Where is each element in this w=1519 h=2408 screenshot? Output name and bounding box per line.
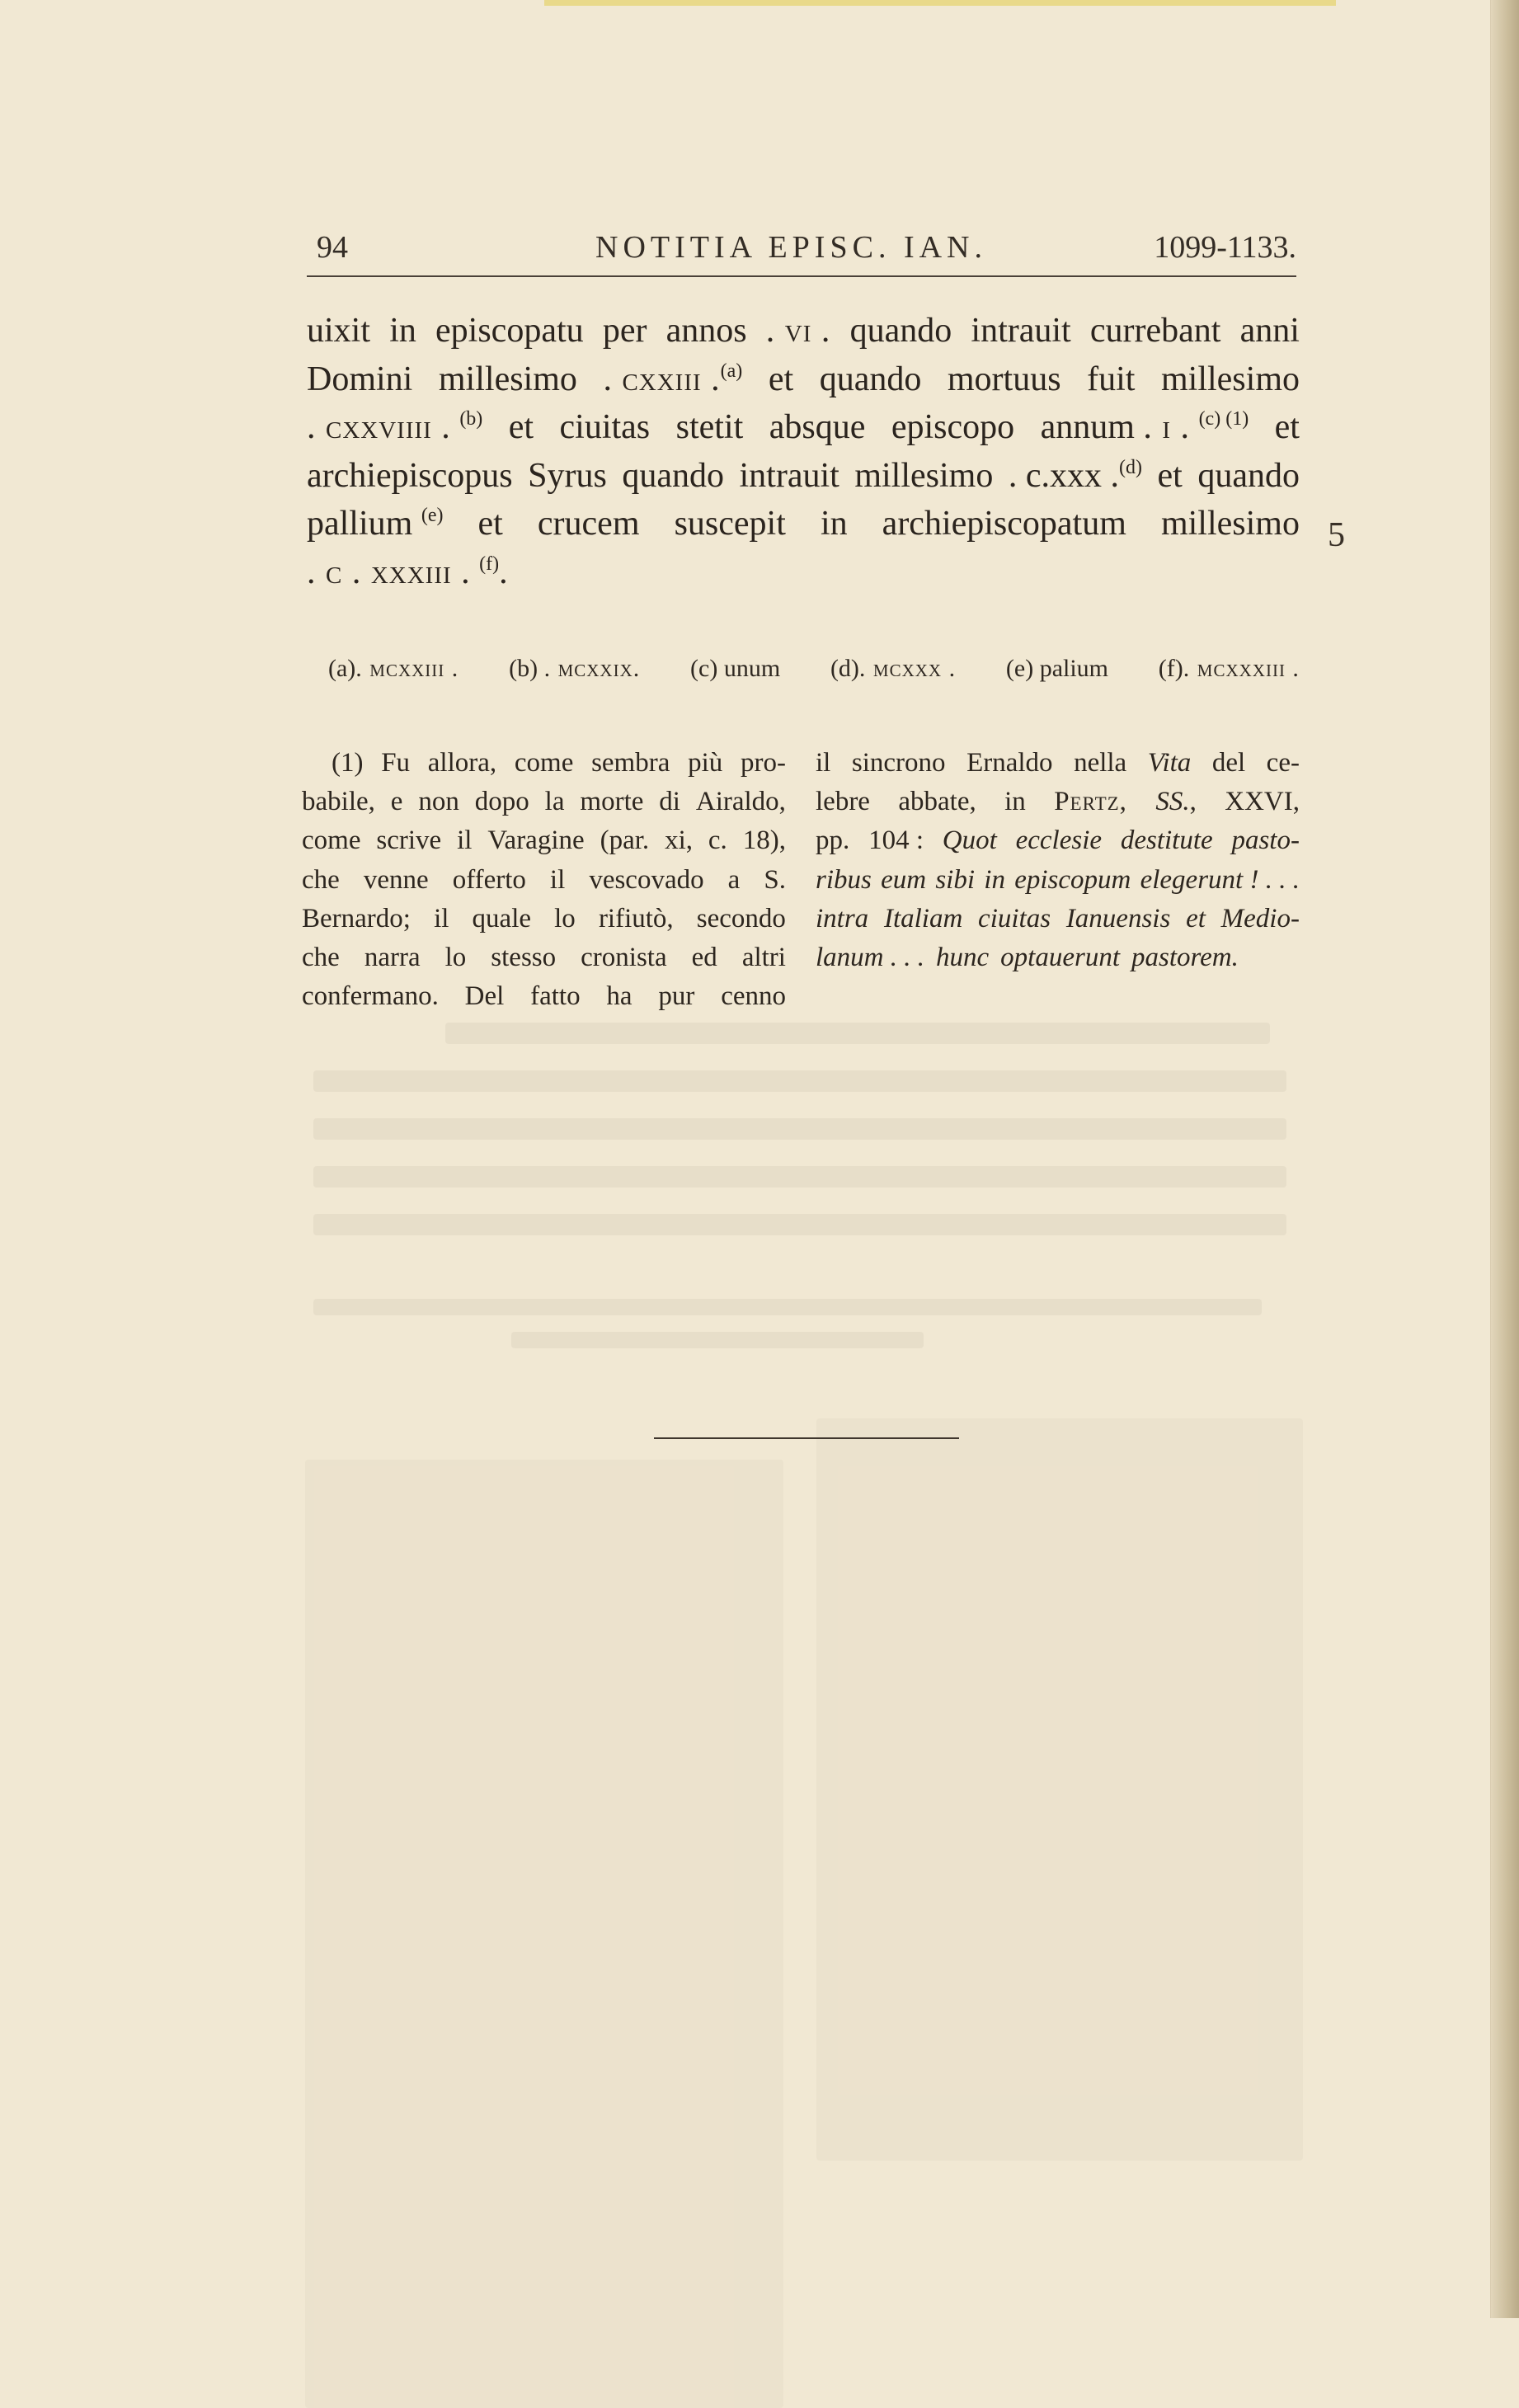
- variant-d: [830, 655, 956, 683]
- note-word: ,: [1189, 787, 1197, 817]
- note-word: in: [1004, 787, 1026, 817]
- page-top-strip: [544, 0, 1336, 6]
- running-title: NOTITIA EPISC. IAN.: [595, 230, 987, 265]
- note-word: destitute: [1120, 825, 1213, 856]
- text-word: . cxxiii .: [603, 360, 721, 398]
- text-word: crucem: [537, 505, 640, 543]
- note-word: venne: [363, 864, 429, 895]
- note-word: lo: [444, 942, 467, 972]
- note-word: Ernaldo: [966, 748, 1053, 778]
- running-head: [307, 224, 1296, 274]
- note-word: rifiutò,: [598, 903, 674, 934]
- note-word: xi,: [665, 825, 693, 856]
- note-word: ciuitas: [978, 903, 1051, 934]
- note-word: Airaldo,: [695, 787, 786, 817]
- text-word: . c.xxx .: [1008, 456, 1119, 495]
- text-word: millesimo: [1160, 505, 1300, 543]
- text-word: annos: [665, 312, 747, 350]
- note-word: in: [984, 864, 1005, 895]
- note-word: narra: [364, 942, 421, 972]
- note-word: Ianuensis: [1065, 903, 1171, 934]
- note-word: pur: [658, 981, 695, 1012]
- note-word: SS.: [1155, 787, 1190, 817]
- note-word: a: [727, 864, 741, 895]
- note-word: cronista: [581, 942, 667, 972]
- note-line: [302, 744, 786, 783]
- note-word: episcopum: [1014, 864, 1131, 895]
- note-word: (par.: [600, 825, 650, 856]
- note-word: optauerunt: [1000, 942, 1120, 972]
- running-date-range: 1099-1133.: [1154, 230, 1296, 265]
- text-word: absque: [769, 408, 866, 447]
- note-word: più: [688, 748, 723, 778]
- text-word: episcopo: [891, 408, 1015, 447]
- note-word: Del: [464, 981, 505, 1012]
- note-line: [816, 900, 1300, 938]
- note-word: come: [302, 825, 361, 856]
- note-word: lo: [554, 903, 576, 934]
- text-word: . c . xxxiii .: [307, 553, 471, 591]
- note-word: quale: [472, 903, 532, 934]
- variant-text: palium: [1039, 655, 1109, 682]
- variant-text: . mcxxiii .: [355, 655, 459, 682]
- text-word: episcopatu: [435, 312, 584, 350]
- text-word: quando: [819, 360, 922, 398]
- note-ref-d: (d): [1119, 456, 1142, 478]
- note-word: sibi: [935, 864, 976, 895]
- note-word: stesso: [491, 942, 557, 972]
- note-word: lebre: [816, 787, 870, 817]
- text-word: suscepit: [674, 505, 786, 543]
- note-word: c.: [708, 825, 727, 856]
- text-word: in: [389, 312, 416, 350]
- note-word: come: [514, 748, 574, 778]
- note-line: [302, 900, 786, 938]
- text-word: per: [602, 312, 647, 350]
- text-word: intrauit: [739, 456, 839, 495]
- note-word: nella: [1074, 748, 1127, 778]
- main-line-4: [307, 452, 1300, 501]
- note-word: allora,: [427, 748, 497, 778]
- text-word: annum: [1040, 408, 1135, 447]
- annum-i: [1041, 403, 1249, 452]
- text-word: millesimo: [854, 456, 994, 495]
- note-line: [302, 783, 786, 821]
- note-word: sembra: [591, 748, 670, 778]
- variant-text: (a): [328, 655, 356, 682]
- text-word: . vi .: [765, 312, 831, 350]
- note-word: confermano.: [302, 981, 439, 1012]
- page-number: 94: [317, 230, 348, 265]
- variant-text: . mcxxix.: [543, 655, 641, 682]
- variant-f: [1159, 655, 1300, 683]
- note-word: dopo: [474, 787, 529, 817]
- note-word: sincrono: [851, 748, 946, 778]
- text-word: . i .: [1143, 408, 1191, 447]
- note-word: il: [434, 903, 449, 934]
- text-word: et: [508, 408, 534, 447]
- note-word: fatto: [530, 981, 581, 1012]
- note-word: altri: [741, 942, 786, 972]
- year-cxxx: [1009, 452, 1142, 501]
- footnote-column-left: [302, 744, 786, 1016]
- text-word: fuit: [1087, 360, 1136, 398]
- note-word: il: [457, 825, 473, 856]
- note-word: pastorem.: [1131, 942, 1239, 972]
- text-word: et: [477, 505, 503, 543]
- note-ref-f: (f): [479, 553, 500, 575]
- header-rule: [307, 275, 1296, 277]
- variant-b: [509, 655, 640, 683]
- variant-a: [328, 655, 459, 683]
- text-word: in: [820, 505, 848, 543]
- text-word: millesimo: [1160, 360, 1300, 398]
- note-word: intra: [816, 903, 869, 934]
- text-word: uixit: [307, 312, 371, 350]
- note-word: 18),: [742, 825, 786, 856]
- text-word: Syrus: [528, 456, 607, 495]
- note-word: il: [816, 748, 831, 778]
- text-word: anni: [1239, 312, 1300, 350]
- note-word: che: [302, 864, 340, 895]
- note-word: la: [544, 787, 565, 817]
- note-word: ribus: [816, 864, 872, 895]
- note-word: che: [302, 942, 340, 972]
- note-word: ecclesie: [1015, 825, 1103, 856]
- note-word: Varagine: [487, 825, 585, 856]
- note-line: [302, 977, 786, 1016]
- text-word: quando: [622, 456, 724, 495]
- note-line: [816, 783, 1300, 821]
- note-line: [302, 938, 786, 977]
- variant-text: . mcxxxiii .: [1183, 655, 1300, 682]
- note-line: [816, 821, 1300, 860]
- footnote-column-right: [816, 744, 1300, 977]
- text-word: ciuitas: [559, 408, 651, 447]
- text-word: .: [499, 553, 508, 591]
- note-word: Vita: [1147, 748, 1192, 778]
- text-word: et: [1157, 456, 1183, 495]
- variant-text: (c): [690, 655, 718, 682]
- variant-c: [690, 655, 780, 683]
- note-word: pasto-: [1231, 825, 1300, 856]
- note-line: [816, 861, 1300, 900]
- text-word: . cxxviiii .: [307, 408, 451, 447]
- note-word: Bernardo;: [302, 903, 411, 934]
- note-word: e: [390, 787, 403, 817]
- note-word: ce-: [1266, 748, 1300, 778]
- note-word: S.: [764, 864, 786, 895]
- variant-text: (f): [1158, 655, 1183, 682]
- text-word: Domini: [307, 360, 413, 398]
- text-word: et: [768, 360, 794, 398]
- note-ref-b: (b): [459, 408, 483, 430]
- variant-e: [1006, 655, 1108, 683]
- text-word: mortuus: [947, 360, 1061, 398]
- page-edge: [1490, 0, 1519, 2318]
- note-word: non: [418, 787, 459, 817]
- text-word: archiepiscopus: [307, 456, 513, 495]
- note-word: scrive: [376, 825, 442, 856]
- note-word: ed: [691, 942, 717, 972]
- margin-line-number: 5: [1328, 516, 1345, 554]
- note-word: del: [1211, 748, 1246, 778]
- note-word: morte: [580, 787, 644, 817]
- note-word: Quot: [942, 825, 997, 856]
- main-line-3: [307, 403, 1300, 452]
- note-word: di: [659, 787, 680, 817]
- note-word: et: [1186, 903, 1206, 934]
- note-word: babile,: [302, 787, 375, 817]
- note-word: offerto: [452, 864, 526, 895]
- variant-text: (b): [509, 655, 538, 682]
- pallium: [307, 500, 443, 548]
- note-ref-c-1: (c) (1): [1198, 408, 1249, 430]
- note-line: [816, 744, 1300, 783]
- text-word: intrauit: [971, 312, 1071, 350]
- main-line-6: [307, 548, 1300, 597]
- note-ref-e: (e): [421, 505, 444, 527]
- note-word: vescovado: [589, 864, 704, 895]
- text-word: et: [1274, 408, 1300, 447]
- note-word: ha: [606, 981, 633, 1012]
- note-word: il: [549, 864, 566, 895]
- note-word: pp.: [816, 825, 850, 856]
- note-word: (1): [332, 748, 364, 778]
- note-ref-a: (a): [720, 360, 743, 382]
- main-line-1: [307, 307, 1300, 355]
- note-word: pro-: [740, 748, 786, 778]
- note-word: Fu: [381, 748, 411, 778]
- note-line: [302, 821, 786, 860]
- year-cxxviiii: [307, 403, 482, 452]
- note-line: [302, 861, 786, 900]
- variant-text: (e): [1005, 655, 1034, 682]
- note-word: cenno: [721, 981, 786, 1012]
- note-word: XXVI,: [1225, 787, 1300, 817]
- note-word: Medio-: [1220, 903, 1300, 934]
- main-line-2: [307, 355, 1300, 404]
- text-word: millesimo: [438, 360, 577, 398]
- year-cxxxiii: [307, 548, 508, 597]
- text-word: quando: [1197, 456, 1300, 495]
- note-word: Italiam: [883, 903, 963, 934]
- text-word: pallium: [307, 505, 413, 543]
- note-word: Pertz,: [1054, 787, 1127, 817]
- note-word: eum: [881, 864, 927, 895]
- variant-readings: [328, 655, 1300, 683]
- year-cxxiii: [603, 355, 742, 404]
- note-word: secondo: [696, 903, 786, 934]
- section-divider-rule: [654, 1437, 959, 1439]
- note-word: lanum . . .: [816, 942, 924, 972]
- variant-text: unum: [723, 655, 781, 682]
- text-word: currebant: [1089, 312, 1221, 350]
- main-text: [307, 307, 1300, 597]
- note-word: elegerunt ! . . .: [1140, 864, 1300, 895]
- text-word: quando: [849, 312, 952, 350]
- main-line-5: [307, 500, 1300, 548]
- note-word: abbate,: [898, 787, 976, 817]
- note-word: hunc: [936, 942, 990, 972]
- footnotes: [302, 744, 1300, 1024]
- note-word: 104 :: [868, 825, 924, 856]
- variant-text: . mcxxx .: [858, 655, 957, 682]
- note-line: [816, 938, 1300, 977]
- text-word: archiepiscopatum: [882, 505, 1126, 543]
- variant-text: (d): [830, 655, 859, 682]
- text-word: stetit: [675, 408, 744, 447]
